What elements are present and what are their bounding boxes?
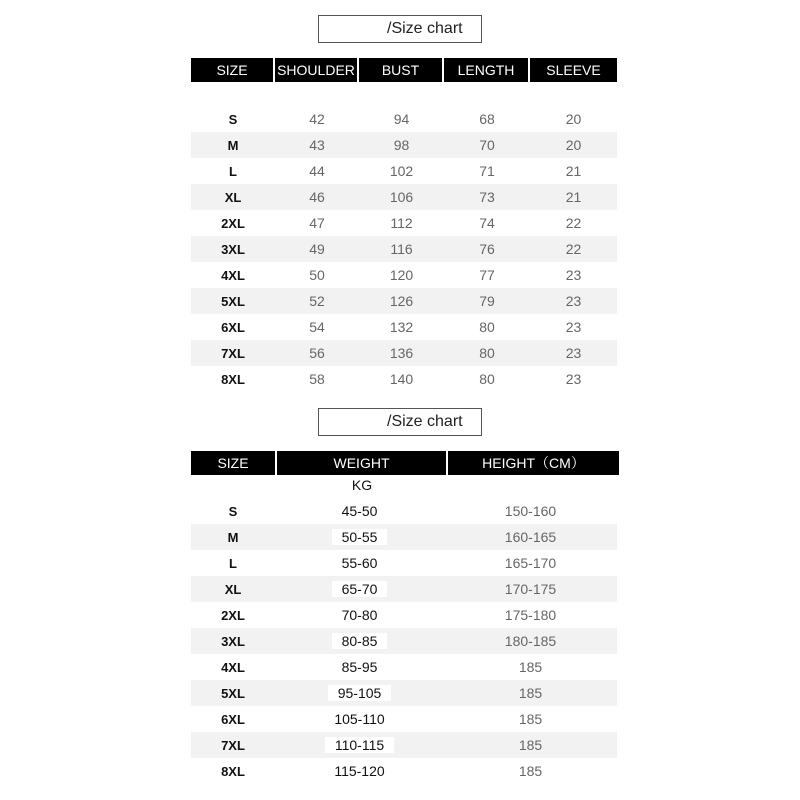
table-row	[191, 132, 617, 158]
table-cell	[275, 576, 444, 602]
table-cell: 160-165	[504, 529, 557, 545]
table-cell: 140	[389, 371, 414, 387]
table-cell: S	[228, 503, 238, 519]
table-cell: 185	[518, 659, 543, 675]
table-cell: 20	[565, 111, 582, 127]
table-cell: 3XL	[221, 241, 245, 257]
table-cell: 80	[479, 319, 495, 335]
table-cell: 136	[389, 345, 414, 361]
table-cell	[275, 758, 444, 784]
table-cell: 23	[565, 371, 582, 387]
table-cell: 165-170	[504, 555, 557, 571]
table-cell: 80	[479, 345, 495, 361]
table-cell: 185	[518, 685, 543, 701]
table-cell: 23	[565, 267, 582, 283]
table-cell: 185	[518, 763, 543, 779]
header-size: SIZE	[191, 58, 273, 82]
table-cell	[275, 524, 444, 550]
table-cell: 77	[479, 267, 495, 283]
table-cell: 50	[309, 267, 325, 283]
table-cell: 42	[309, 111, 325, 127]
weight-value: 80-85	[332, 633, 388, 649]
table-row	[191, 498, 617, 524]
table-cell	[275, 732, 444, 758]
table-cell: 6XL	[221, 711, 245, 727]
size-chart-header-bottom	[191, 451, 619, 475]
table-cell: 54	[309, 319, 325, 335]
weight-value: 95-105	[328, 685, 392, 701]
table-row	[191, 550, 617, 576]
table-cell: M	[227, 137, 239, 153]
table-cell: 185	[518, 737, 543, 753]
table-row	[191, 184, 617, 210]
table-cell: 20	[565, 137, 582, 153]
size-chart-header-top	[191, 58, 617, 82]
table-cell: 56	[309, 345, 325, 361]
table-cell: 4XL	[221, 659, 245, 675]
table-cell: 68	[479, 111, 495, 127]
table-cell: 52	[309, 293, 325, 309]
table-cell: 21	[565, 163, 582, 179]
table-cell	[275, 654, 444, 680]
table-cell: 49	[309, 241, 325, 257]
table-cell: S	[228, 111, 238, 127]
table-cell: 120	[389, 267, 414, 283]
table-row	[191, 314, 617, 340]
table-row	[191, 210, 617, 236]
header-shoulder: SHOULDER	[275, 58, 357, 82]
table-cell: 2XL	[221, 607, 245, 623]
table-cell: 116	[390, 241, 413, 257]
table-row	[191, 106, 617, 132]
table-cell: 80	[479, 371, 495, 387]
table-cell: 94	[393, 111, 410, 127]
table-cell: 58	[309, 371, 325, 387]
table-row	[191, 628, 617, 654]
weight-value: 105-110	[324, 711, 394, 727]
table-cell: 79	[479, 293, 495, 309]
weight-value: 50-55	[332, 529, 388, 545]
table-cell: 170-175	[504, 581, 557, 597]
table-cell: XL	[224, 189, 242, 205]
header-bust: BUST	[359, 58, 442, 82]
table-cell: 5XL	[221, 685, 245, 701]
table-cell: 74	[479, 215, 495, 231]
weight-value: 70-80	[332, 607, 388, 623]
table-cell: 23	[565, 319, 582, 335]
table-cell	[275, 602, 444, 628]
table-cell	[275, 550, 444, 576]
table-row	[191, 236, 617, 262]
table-cell: 44	[309, 163, 325, 179]
table-cell: 70	[479, 137, 495, 153]
header-length: LENGTH	[444, 58, 528, 82]
weight-value: 115-120	[324, 763, 394, 779]
table-cell: M	[227, 529, 239, 545]
table-cell: 43	[309, 137, 325, 153]
weight-value: 110-115	[325, 737, 394, 753]
table-cell	[275, 706, 444, 732]
size-chart-title-bottom: /Size chart	[318, 408, 482, 436]
table-cell: 175-180	[504, 607, 557, 623]
table-row	[191, 576, 617, 602]
table-cell: 21	[565, 189, 582, 205]
table-cell	[275, 680, 444, 706]
size-chart-body-bottom	[191, 498, 617, 784]
table-cell: 47	[309, 215, 325, 231]
table-cell: 150-160	[504, 503, 557, 519]
table-cell: 5XL	[221, 293, 245, 309]
table-cell: 23	[565, 345, 582, 361]
table-cell: XL	[224, 581, 242, 597]
table-cell: 6XL	[221, 319, 245, 335]
table-cell: 8XL	[221, 763, 245, 779]
size-chart-title-top: /Size chart	[318, 15, 482, 43]
table-cell: 180-185	[504, 633, 557, 649]
table-cell	[275, 628, 444, 654]
table-cell: 112	[390, 215, 413, 231]
table-cell: 102	[389, 163, 414, 179]
table-cell: 76	[479, 241, 495, 257]
header-sleeve: SLEEVE	[530, 58, 617, 82]
table-cell: 46	[309, 189, 325, 205]
size-chart-body-top	[191, 106, 617, 392]
table-row	[191, 366, 617, 392]
header-weight: WEIGHT	[277, 451, 446, 475]
weight-value: 45-50	[332, 503, 388, 519]
table-cell: 22	[565, 241, 582, 257]
table-row	[191, 340, 617, 366]
table-cell	[275, 498, 444, 524]
table-cell: 23	[565, 293, 582, 309]
table-cell: 71	[479, 163, 495, 179]
weight-value: 85-95	[332, 659, 388, 675]
table-row	[191, 524, 617, 550]
weight-value: 65-70	[332, 581, 388, 597]
table-row	[191, 706, 617, 732]
table-row	[191, 288, 617, 314]
table-cell: 7XL	[221, 345, 245, 361]
header-height: HEIGHT（CM）	[448, 451, 619, 475]
table-cell: 2XL	[221, 215, 245, 231]
table-cell: 126	[389, 293, 414, 309]
table-cell: 22	[565, 215, 582, 231]
weight-value: 55-60	[332, 555, 388, 571]
table-cell: L	[229, 555, 237, 571]
table-cell: L	[229, 163, 237, 179]
header-size: SIZE	[191, 451, 275, 475]
table-cell: 185	[518, 711, 543, 727]
table-row	[191, 158, 617, 184]
table-cell: 7XL	[221, 737, 245, 753]
table-cell: 3XL	[221, 633, 245, 649]
table-cell: 4XL	[221, 267, 245, 283]
weight-unit-label: KG	[351, 477, 373, 493]
table-row	[191, 602, 617, 628]
table-row	[191, 680, 617, 706]
table-cell: 106	[389, 189, 414, 205]
table-cell: 8XL	[221, 371, 245, 387]
table-row	[191, 732, 617, 758]
table-cell: 73	[479, 189, 495, 205]
table-row	[191, 654, 617, 680]
table-cell: 132	[389, 319, 414, 335]
table-row	[191, 758, 617, 784]
table-row	[191, 262, 617, 288]
table-cell: 98	[393, 137, 410, 153]
